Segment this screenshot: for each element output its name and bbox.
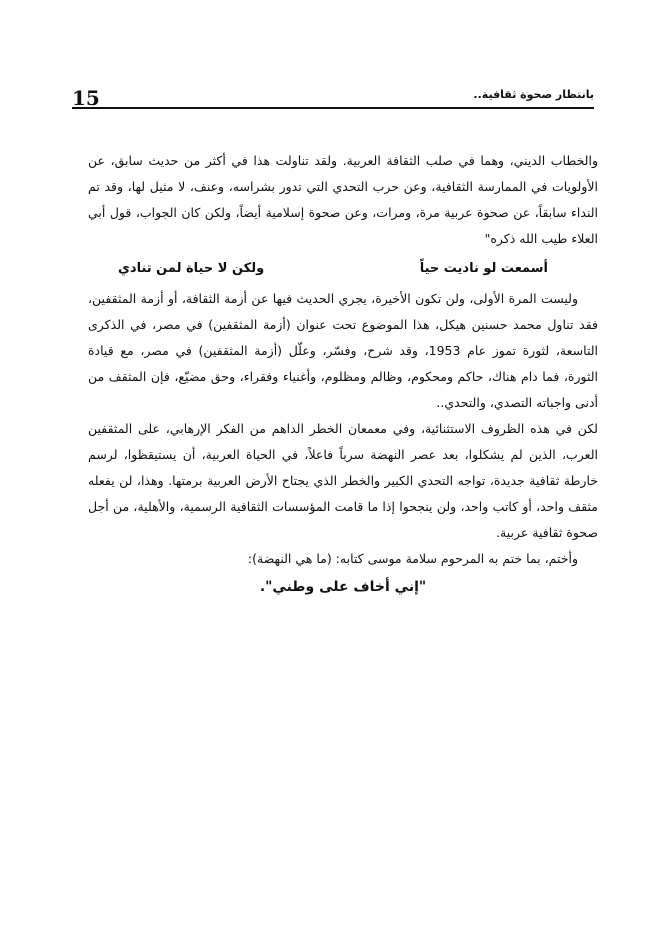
page-number: 15 [72,86,100,110]
paragraph-2: وليست المرة الأولى، ولن تكون الأخيرة، يجري الحديث فيها عن أزمة الثقافة، أو أزمة المثقفين، فقد تناول محمد حسنين هيكل، هذا الموضوع تحت عنوان (أزمة المثقفين) في مصر، في الذكرى التاسعة، لثورة تموز عام 1953، وقد شرح، وفسّر، وعلّل (أزمة المثقفين) في مصر، مع قيادة الثورة، فما دام هناك، حاكم ومحكوم، وظالم ومظلوم، وأغنياء وفقراء، وحق مضيّع، فإن المثقف من أدنى واجباته التصدي، والتحدي.. [88,291,599,410]
paragraph-4: وأختم، بما ختم به المرحوم سلامة موسى كتابه: (ما هي النهضة): [247,551,578,566]
closing-quote: "إني أخاف على وطني". [259,579,427,595]
verse-first-hemistich: أسمعت لو ناديت حياً [419,261,548,276]
header-rule [72,107,594,109]
running-title: بانتظار صحوة ثقافية.. [473,88,594,101]
paragraph-1: والخطاب الديني، وهما في صلب الثقافة العربية. ولقد تناولت هذا في أكثر من حديث سابق، عن الأولويات في الممارسة الثقافية، وعن حرب التحدي التي تدور بشراسه، وعنف، لا مثيل لها، وقد تم النداء سابقاً، عن صحوة عربية مرة، ومرات، وعن صحوة إسلامية أيضاً، ولكن كان الجواب، قول أبي العلاء طيب الله ذكره" [88,153,598,246]
article-body [88,148,598,600]
paragraph-3: لكن في هذه الظروف الاستثنائية، وفي معمعان الخطر الداهم من الفكر الإرهابي، على المثقفين العرب، الذين لم يشكلوا، بعد عصر النهضة سرباً فاعلاً، في الحياة العربية، أن يستيقظوا، لرسم خارطة ثقافية جديدة، تواجه التحدي الكبير والخطر الذي يجتاح الأرض العربية برمتها. وهذا، لن يفعله مثقف واحد، أو كاتب واحد، ولن ينجحوا إذا ما قامت المؤسسات الثقافية الرسمية، والأهلية، من أجل صحوة ثقافية عربية. [88,421,598,540]
page-header [72,86,594,110]
poetry-verse [118,256,548,282]
verse-second-hemistich: ولكن لا حياة لمن تنادي [118,261,265,276]
